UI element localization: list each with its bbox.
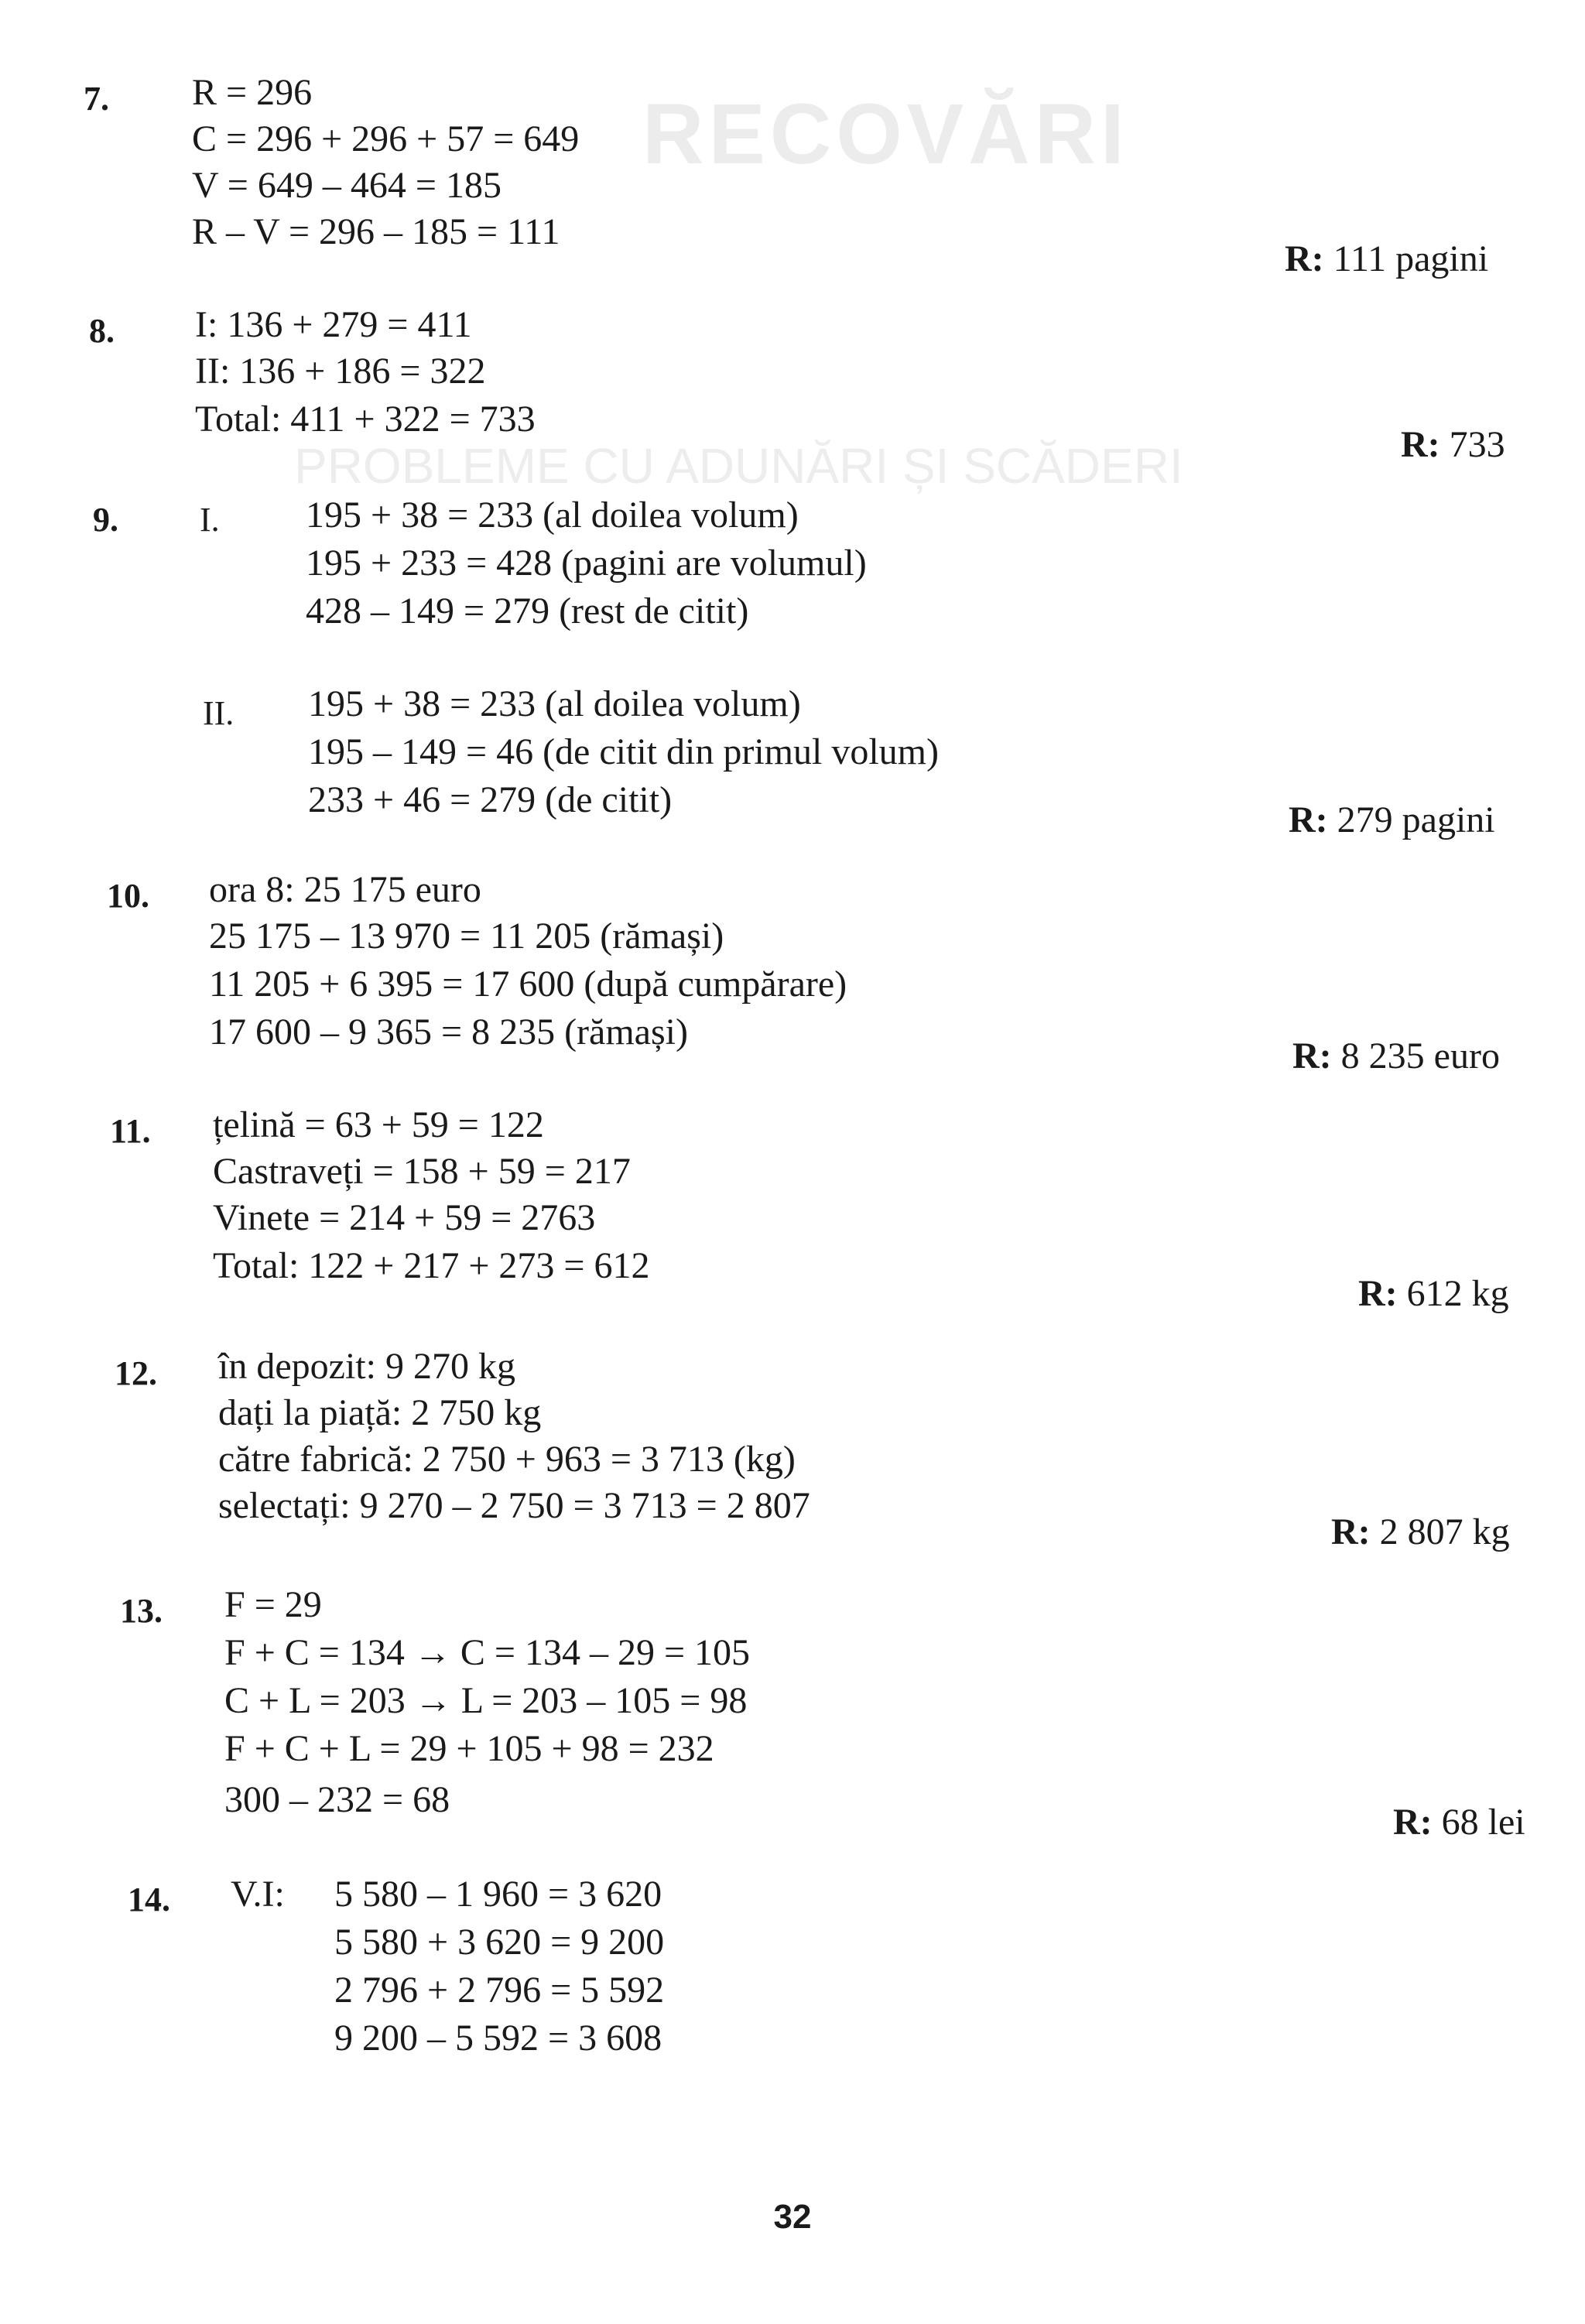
- solution-line: V = 649 – 464 = 185: [192, 165, 502, 206]
- bleed-through-text: PROBLEME CU ADUNĂRI ȘI SCĂDERI: [294, 438, 1183, 494]
- problem-number: 13.: [120, 1592, 163, 1630]
- answer-value: 2 807 kg: [1379, 1511, 1510, 1552]
- solution-line: 11 205 + 6 395 = 17 600 (după cumpărare): [209, 963, 847, 1005]
- problem-number: 7.: [84, 80, 109, 118]
- answer: [1292, 1033, 1500, 1080]
- solution-line: 195 + 233 = 428 (pagini are volumul): [306, 542, 867, 584]
- problem-number: 10.: [107, 877, 149, 915]
- solution-line: C + L = 203 → L = 203 – 105 = 98: [224, 1680, 748, 1721]
- solution-line: 428 – 149 = 279 (rest de citit): [306, 590, 749, 631]
- answer-label: R:: [1358, 1273, 1398, 1314]
- solution-line: 5 580 + 3 620 = 9 200: [334, 1922, 665, 1963]
- solution-line: dați la piață: 2 750 kg: [218, 1392, 542, 1433]
- solution-line: 300 – 232 = 68: [224, 1779, 450, 1820]
- solution-line: 2 796 + 2 796 = 5 592: [334, 1970, 665, 2011]
- solution-line: 25 175 – 13 970 = 11 205 (rămași): [209, 916, 724, 957]
- answer-label: R:: [1331, 1511, 1371, 1552]
- answer-label: R:: [1289, 799, 1328, 840]
- answer: [1289, 797, 1495, 844]
- solution-line: Castraveți = 158 + 59 = 217: [213, 1151, 631, 1192]
- answer-value: 612 kg: [1406, 1273, 1509, 1314]
- answer: [1401, 422, 1505, 468]
- solution-line: F + C + L = 29 + 105 + 98 = 232: [224, 1728, 714, 1769]
- solution-line: Vinete = 214 + 59 = 2763: [213, 1197, 596, 1238]
- solution-line: 195 + 38 = 233 (al doilea volum): [306, 495, 799, 536]
- solution-line: către fabrică: 2 750 + 963 = 3 713 (kg): [218, 1439, 796, 1480]
- solution-line: C = 296 + 296 + 57 = 649: [192, 118, 580, 159]
- answer: [1285, 236, 1488, 282]
- answer-value: 733: [1449, 424, 1505, 465]
- solution-line: 195 + 38 = 233 (al doilea volum): [308, 683, 801, 724]
- answer: [1393, 1799, 1525, 1846]
- solution-line: 195 – 149 = 46 (de citit din primul volum): [308, 731, 939, 772]
- solution-line: II: 136 + 186 = 322: [195, 351, 486, 392]
- answer-label: R:: [1285, 238, 1324, 279]
- solution-line: 5 580 – 1 960 = 3 620: [334, 1874, 662, 1915]
- answer-label: R:: [1292, 1035, 1332, 1076]
- solution-line: R – V = 296 – 185 = 111: [192, 211, 560, 252]
- solution-line: I: 136 + 279 = 411: [195, 304, 472, 345]
- problem-number: 11.: [110, 1112, 151, 1150]
- solution-line: Total: 411 + 322 = 733: [195, 399, 536, 440]
- answer-label: R:: [1401, 424, 1440, 465]
- solution-line: R = 296: [192, 72, 313, 113]
- solution-line: în depozit: 9 270 kg: [218, 1346, 515, 1387]
- answer-label: R:: [1393, 1802, 1433, 1843]
- answer-value: 279 pagini: [1337, 799, 1495, 840]
- bleed-through-heading: RECOVĂRI: [642, 87, 1129, 182]
- answer: [1358, 1271, 1509, 1317]
- solution-line: F + C = 134 → C = 134 – 29 = 105: [224, 1632, 751, 1673]
- answer-value: 68 lei: [1441, 1802, 1525, 1843]
- solution-line: 233 + 46 = 279 (de citit): [308, 779, 673, 820]
- problem-number: 12.: [115, 1354, 157, 1392]
- answer: [1331, 1509, 1510, 1556]
- solution-line: selectați: 9 270 – 2 750 = 3 713 = 2 807: [218, 1485, 810, 1526]
- solution-line: țelină = 63 + 59 = 122: [213, 1104, 544, 1145]
- problem-number: 14.: [128, 1881, 170, 1918]
- page-number: 32: [773, 2198, 812, 2236]
- problem-number: 8.: [89, 312, 115, 350]
- solution-line: F = 29: [224, 1584, 322, 1625]
- subproblem-label: I.: [200, 501, 220, 539]
- subproblem-label: II.: [203, 694, 234, 732]
- subproblem-label: V.I:: [231, 1874, 285, 1915]
- solution-line: Total: 122 + 217 + 273 = 612: [213, 1245, 650, 1286]
- solution-line: ora 8: 25 175 euro: [209, 869, 481, 910]
- solution-line: 9 200 – 5 592 = 3 608: [334, 2018, 662, 2059]
- problem-number: 9.: [93, 501, 118, 539]
- answer-value: 8 235 euro: [1340, 1035, 1500, 1076]
- answer-value: 111 pagini: [1333, 238, 1489, 279]
- solution-line: 17 600 – 9 365 = 8 235 (rămași): [209, 1011, 688, 1052]
